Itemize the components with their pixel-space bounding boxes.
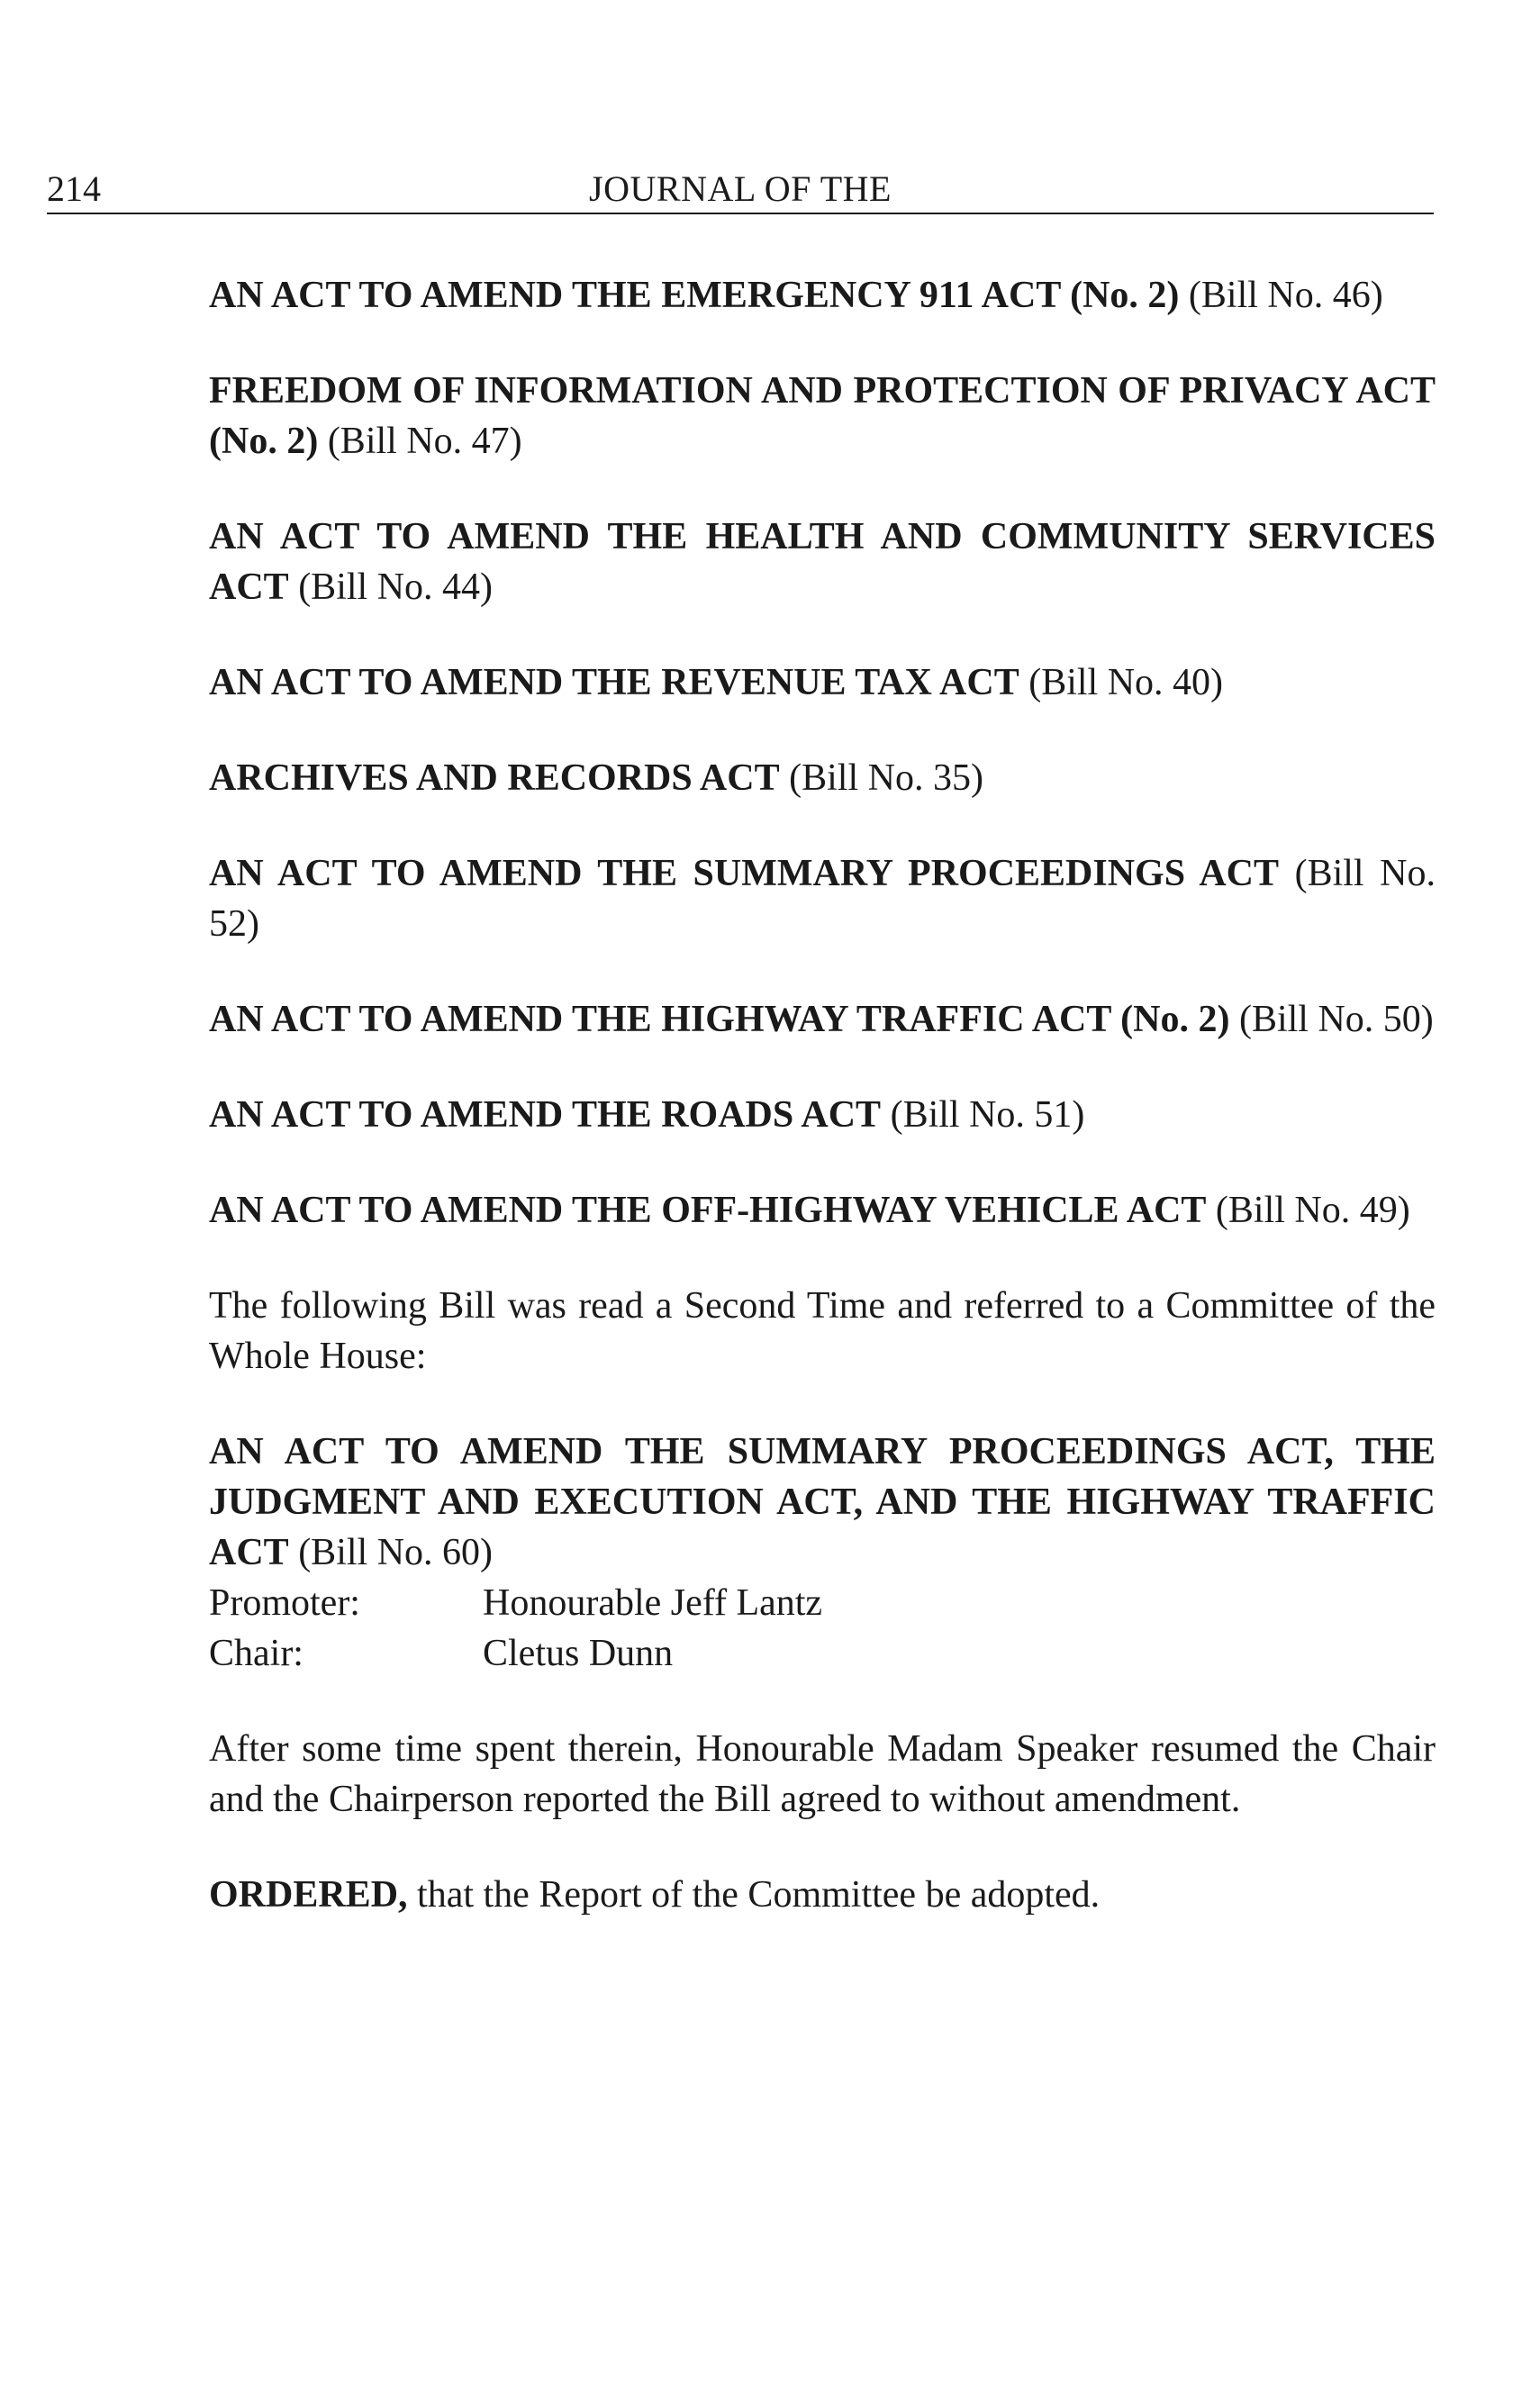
bill-title: AN ACT TO AMEND THE REVENUE TAX ACT	[209, 662, 1019, 703]
bill-number: (Bill No. 51)	[890, 1094, 1085, 1136]
bill-title: AN ACT TO AMEND THE SUMMARY PROCEEDINGS ACT, THE JUDGMENT AND EXECUTION ACT, AND THE HIGHWAY TRAFFIC ACT	[209, 1431, 1436, 1573]
bill-title: AN ACT TO AMEND THE EMERGENCY 911 ACT (No. 2)	[209, 275, 1180, 316]
bill-entry	[209, 270, 1436, 321]
bill-number: (Bill No. 50)	[1238, 999, 1434, 1040]
ordered-paragraph	[209, 1870, 1436, 1920]
ordered-text: that the Report of the Committee be adopted.	[417, 1874, 1101, 1916]
report-paragraph: After some time spent therein, Honourable Madam Speaker resumed the Chair and the Chairperson reported the Bill agreed to without amendment.	[209, 1728, 1436, 1820]
promoter-name: Honourable Jeff Lantz	[483, 1582, 823, 1624]
page-header	[47, 169, 1434, 214]
chair-name: Cletus Dunn	[483, 1633, 674, 1674]
bill-entry	[209, 1090, 1436, 1140]
bill-number: (Bill No. 49)	[1215, 1190, 1410, 1231]
bill-number: (Bill No. 46)	[1188, 275, 1383, 316]
bill-title: AN ACT TO AMEND THE HIGHWAY TRAFFIC ACT (No. 2)	[209, 999, 1230, 1040]
bill-entry	[209, 512, 1436, 612]
bill-entry	[209, 753, 1436, 803]
page-body	[209, 270, 1436, 1920]
running-head: JOURNAL OF THE	[589, 168, 892, 209]
bill-number: (Bill No. 52)	[209, 853, 1436, 945]
page-number: 214	[47, 168, 101, 209]
bill-entry	[209, 366, 1436, 467]
promoter-row	[209, 1578, 1436, 1628]
bill-entry	[209, 657, 1436, 708]
bill-number: (Bill No. 47)	[327, 421, 522, 462]
bill-title: AN ACT TO AMEND THE OFF-HIGHWAY VEHICLE ACT	[209, 1190, 1207, 1231]
bill-title: AN ACT TO AMEND THE ROADS ACT	[209, 1094, 882, 1136]
bill-entry	[209, 994, 1436, 1045]
second-reading-intro: The following Bill was read a Second Time and referred to a Committee of the Whole House:	[209, 1285, 1436, 1377]
bill-number: (Bill No. 35)	[789, 757, 983, 799]
promoter-label: Promoter:	[209, 1582, 360, 1624]
chair-row	[209, 1628, 1436, 1679]
bill-title: AN ACT TO AMEND THE SUMMARY PROCEEDINGS ACT	[209, 853, 1280, 894]
bill-title: ARCHIVES AND RECORDS ACT	[209, 757, 780, 799]
bill-number: (Bill No. 44)	[298, 566, 494, 608]
chair-label: Chair:	[209, 1633, 303, 1674]
bill-title: AN ACT TO AMEND THE HEALTH AND COMMUNITY SERVICES ACT	[209, 516, 1436, 608]
ordered-label: ORDERED,	[209, 1874, 408, 1916]
bill-title: FREEDOM OF INFORMATION AND PROTECTION OF PRIVACY ACT (No. 2)	[209, 370, 1436, 462]
bill-number: (Bill No. 40)	[1028, 662, 1224, 703]
committee-bill-entry	[209, 1427, 1436, 1578]
bill-entry	[209, 848, 1436, 949]
bill-entry	[209, 1185, 1436, 1236]
bill-number: (Bill No. 60)	[298, 1532, 494, 1573]
committee-roles	[209, 1578, 1436, 1679]
